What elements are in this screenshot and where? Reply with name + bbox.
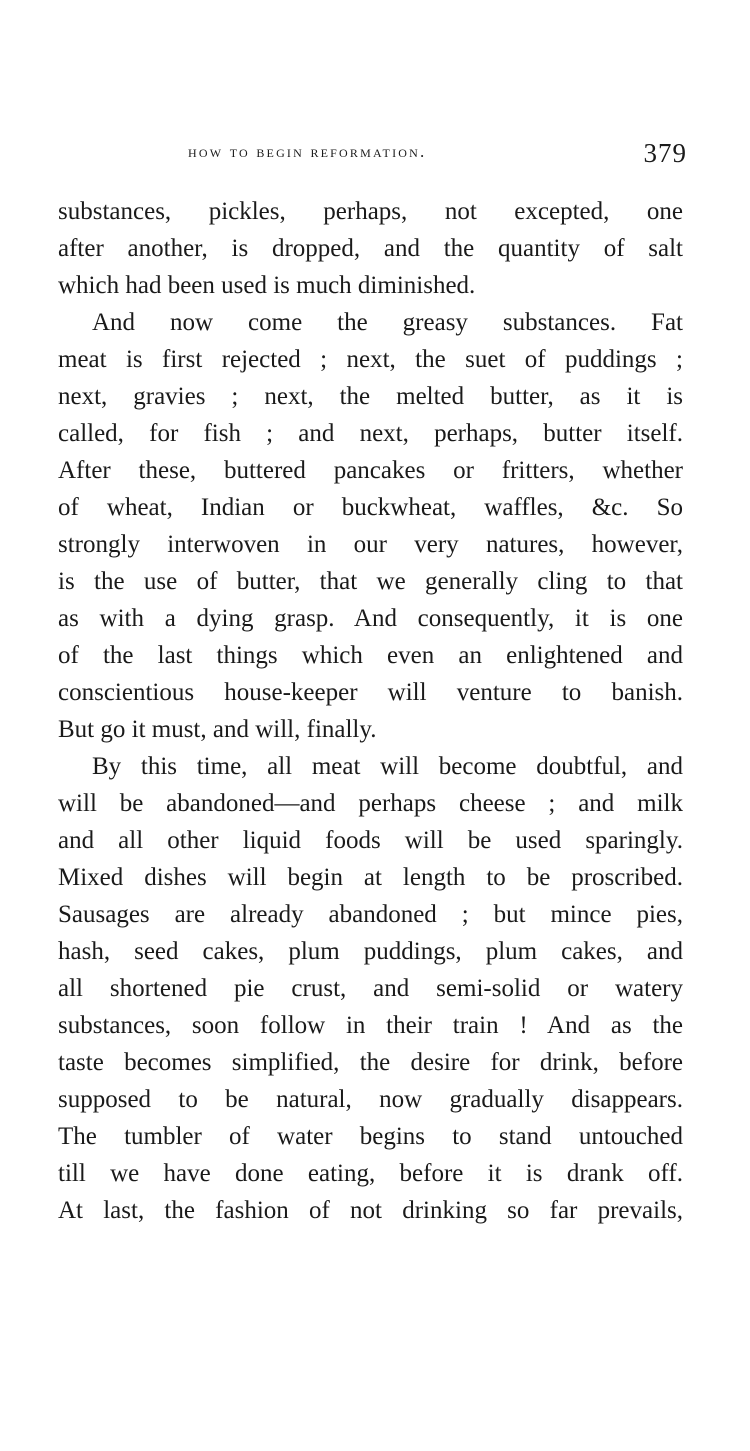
paragraph-start-line: And now come the greasy substances. Fat	[92, 309, 683, 336]
running-head	[60, 138, 687, 168]
text-line: substances, pickles, perhaps, not excepted, one	[58, 198, 683, 225]
text-line: and all other liquid foods will be used sparingly.	[58, 827, 683, 854]
page-number: 379	[643, 138, 687, 168]
text-line: hash, seed cakes, plum puddings, plum cakes, and	[58, 938, 683, 965]
text-line: till we have done eating, before it is drank off.	[58, 1160, 683, 1187]
text-line: supposed to be natural, now gradually disappears.	[58, 1086, 683, 1113]
running-title: how to begin reformation.	[188, 142, 427, 161]
text-line: Sausages are already abandoned ; but mince pies,	[58, 901, 683, 928]
text-line: will be abandoned—and perhaps cheese ; and milk	[58, 790, 683, 817]
text-line: is the use of butter, that we generally cling to that	[58, 568, 683, 595]
text-line: At last, the fashion of not drinking so far prevails,	[58, 1197, 683, 1224]
text-line: After these, buttered pancakes or fritters, whether	[58, 457, 683, 484]
text-line: called, for fish ; and next, perhaps, butter itself.	[58, 420, 683, 447]
text-line: taste becomes simplified, the desire for drink, before	[58, 1049, 683, 1076]
text-line: substances, soon follow in their train ! And as the	[58, 1012, 683, 1039]
text-line: as with a dying grasp. And consequently, it is one	[58, 605, 683, 632]
text-line: meat is first rejected ; next, the suet of puddings ;	[58, 346, 683, 373]
text-line: The tumbler of water begins to stand untouched	[58, 1123, 683, 1150]
body-text	[58, 193, 683, 1229]
text-line: of wheat, Indian or buckwheat, waffles, &c. So	[58, 494, 683, 521]
text-line: But go it must, and will, finally.	[58, 716, 377, 743]
text-line: strongly interwoven in our very natures, however,	[58, 531, 683, 558]
text-line: of the last things which even an enlightened and	[58, 642, 683, 669]
text-line: Mixed dishes will begin at length to be proscribed.	[58, 864, 683, 891]
text-line: all shortened pie crust, and semi-solid or watery	[58, 975, 683, 1002]
paragraph-start-line: By this time, all meat will become doubtful, and	[92, 753, 683, 780]
text-line: next, gravies ; next, the melted butter, as it is	[58, 383, 683, 410]
text-line: after another, is dropped, and the quantity of salt	[58, 235, 683, 262]
text-line: conscientious house-keeper will venture to banish.	[58, 679, 683, 706]
text-line: which had been used is much diminished.	[58, 272, 476, 299]
